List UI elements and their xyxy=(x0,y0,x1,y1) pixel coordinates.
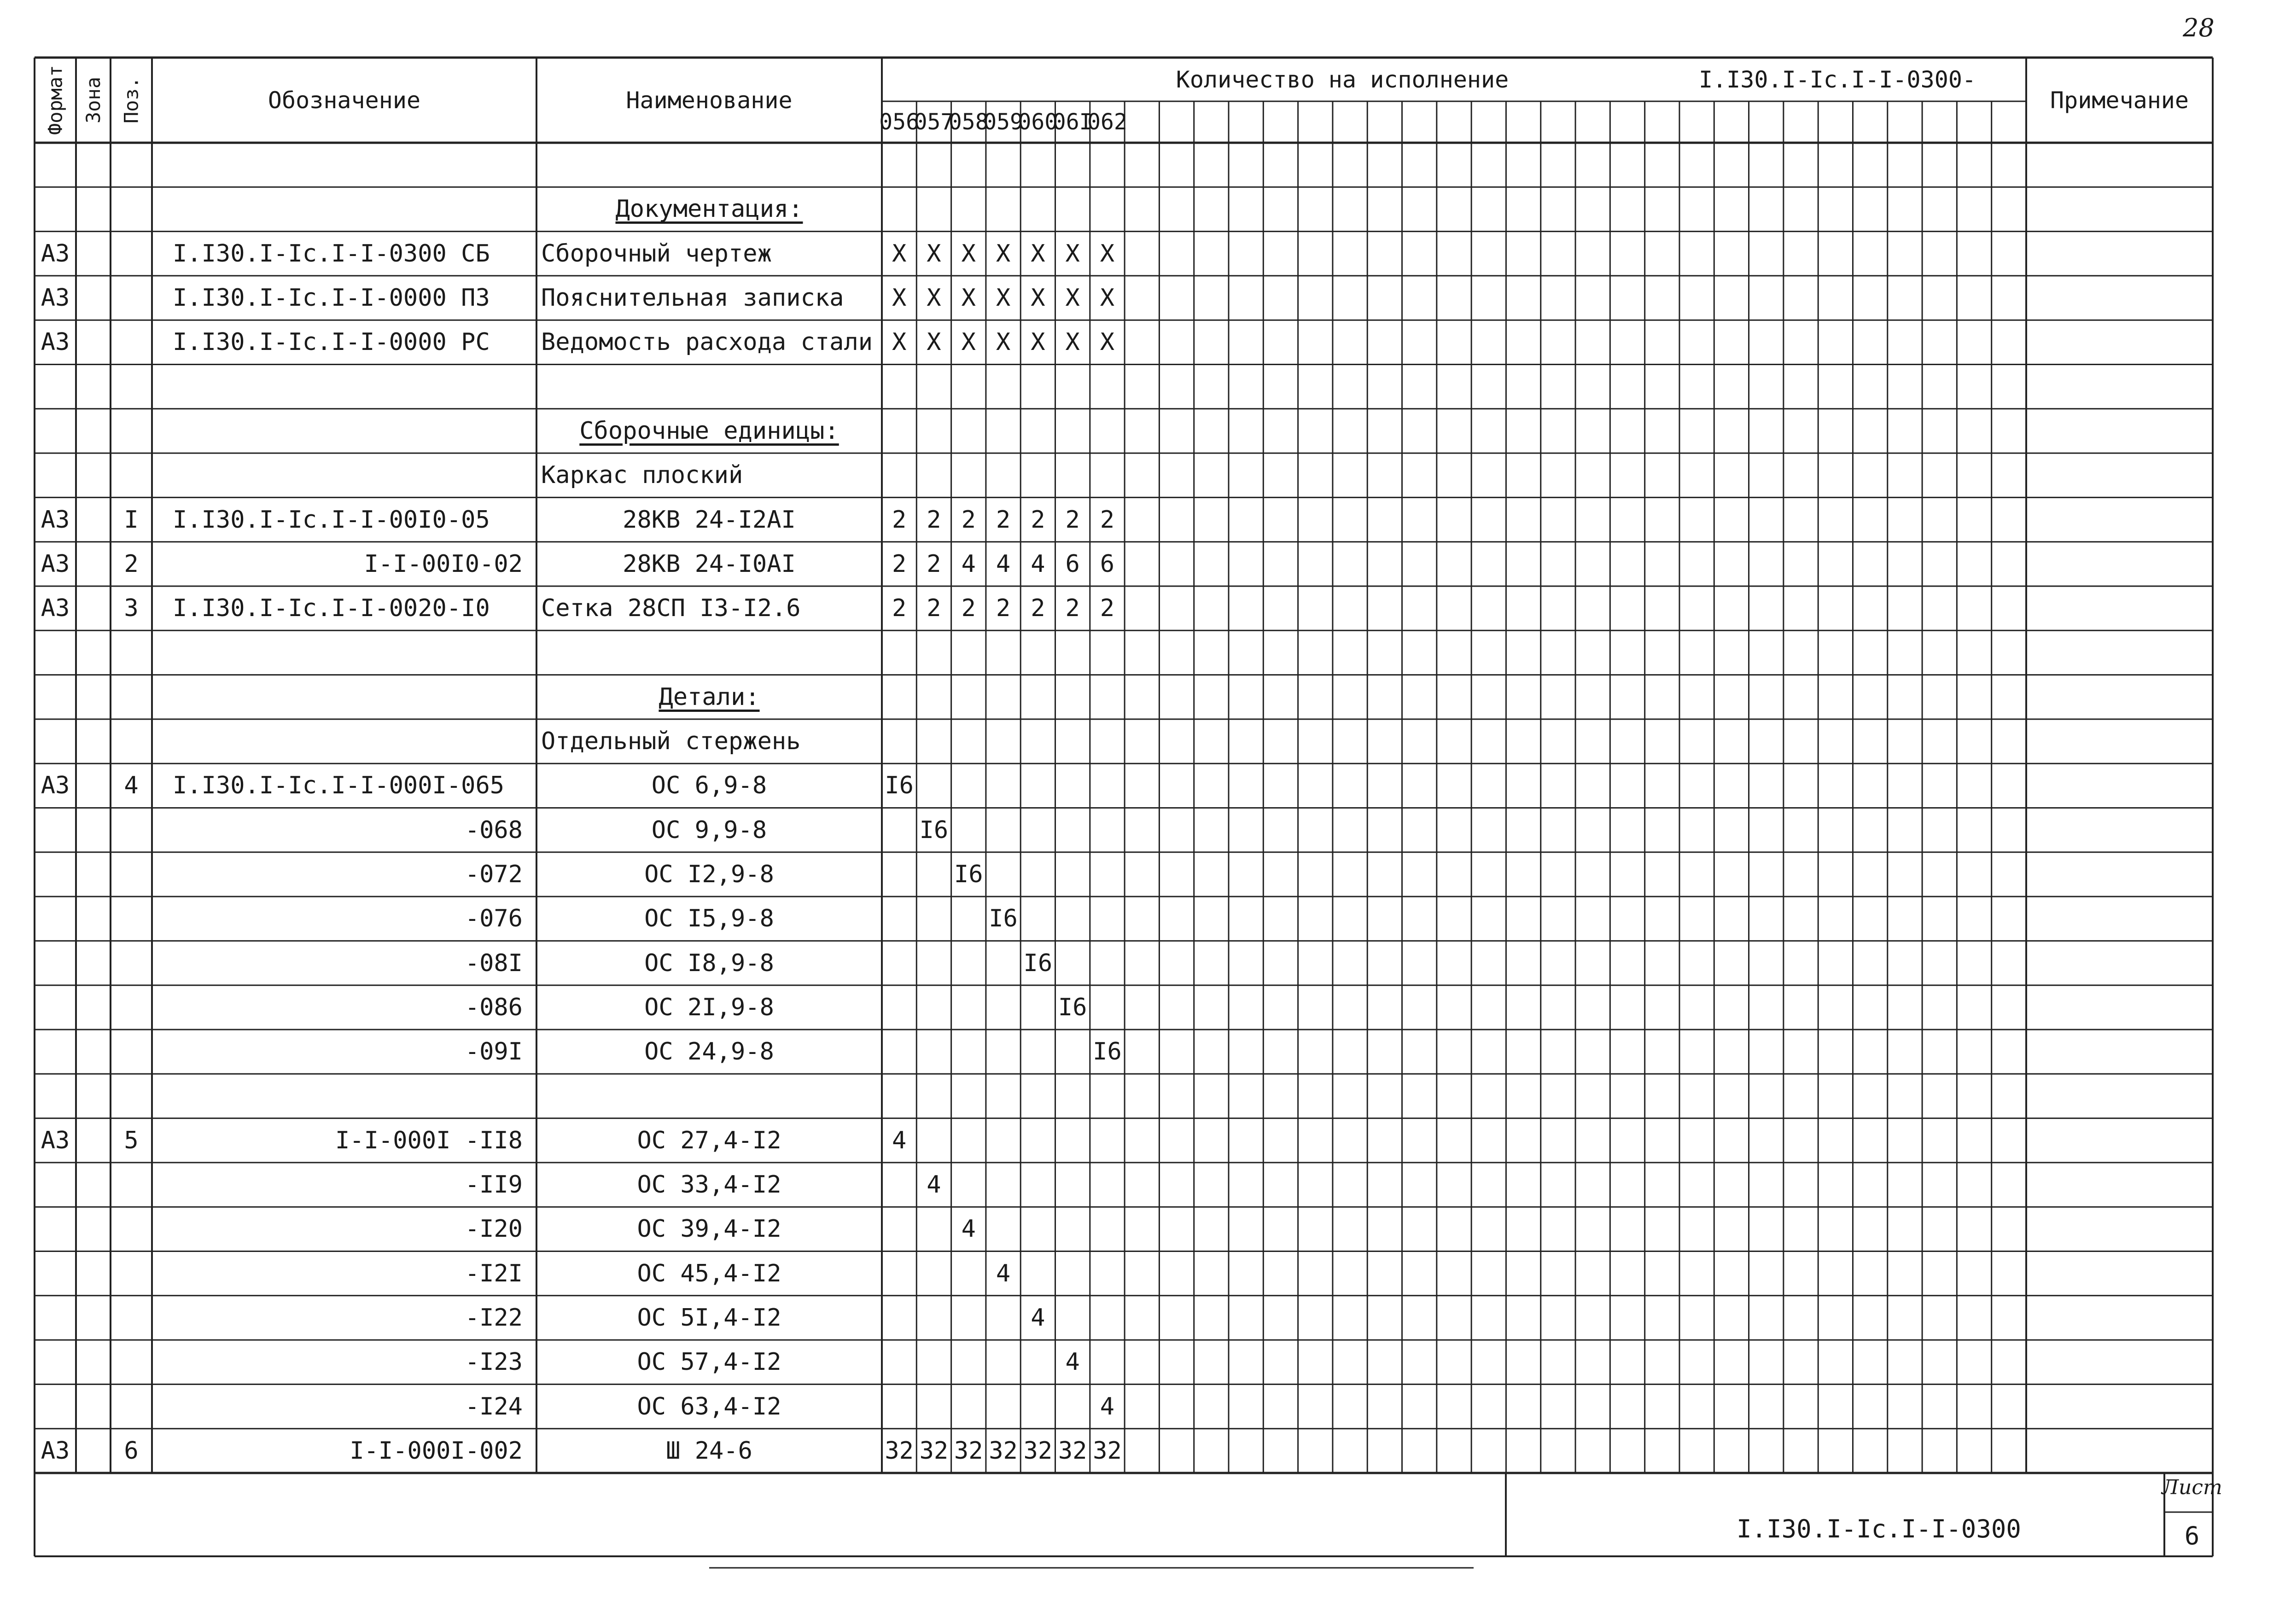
row-qty-06I: 4 xyxy=(1065,1348,1080,1376)
row-qty-060: I6 xyxy=(1023,949,1053,977)
row-qty-06I: X xyxy=(1065,239,1080,268)
row-qty-056: 2 xyxy=(892,506,907,534)
row-name: ОС I8,9-8 xyxy=(644,949,774,977)
row-position: 6 xyxy=(124,1437,139,1465)
row-qty-060: 4 xyxy=(1031,550,1045,578)
row-qty-057: 2 xyxy=(927,594,941,623)
sheet-label: Лист xyxy=(2162,1475,2222,1499)
row-designation: -086 xyxy=(465,993,523,1021)
row-name: ОС 57,4-I2 xyxy=(637,1348,781,1376)
row-qty-058: 32 xyxy=(954,1437,983,1465)
row-name: Сборочные единицы: xyxy=(579,417,839,445)
header-note: Примечание xyxy=(2050,87,2189,114)
header-position: Поз. xyxy=(120,76,143,124)
row-position: 5 xyxy=(124,1126,139,1154)
row-qty-062: 2 xyxy=(1100,594,1115,623)
row-qty-059: 2 xyxy=(996,506,1011,534)
document-code: I.I30.I-Ic.I-I-0300 xyxy=(1737,1514,2021,1543)
variant-header-056: 056 xyxy=(879,109,919,135)
row-qty-060: X xyxy=(1031,284,1045,312)
row-name: Документация: xyxy=(615,195,803,223)
row-designation: -09I xyxy=(465,1038,523,1066)
row-qty-062: X xyxy=(1100,284,1115,312)
row-qty-059: 32 xyxy=(989,1437,1018,1465)
row-qty-06I: 2 xyxy=(1065,594,1080,623)
row-designation: I.I30.I-Ic.I-I-00I0-05 xyxy=(173,506,490,534)
row-qty-060: X xyxy=(1031,239,1045,268)
row-designation: -I24 xyxy=(465,1392,523,1420)
row-qty-060: 2 xyxy=(1031,506,1045,534)
row-position: I xyxy=(124,506,139,534)
row-name: ОС 2I,9-8 xyxy=(644,993,774,1021)
row-qty-06I: X xyxy=(1065,328,1080,356)
row-name: Сетка 28СП I3-I2.6 xyxy=(541,594,801,623)
header-zone: Зона xyxy=(82,76,105,124)
row-name: Пояснительная записка xyxy=(541,284,844,312)
row-format: А3 xyxy=(41,772,70,800)
row-designation: -I2I xyxy=(465,1259,523,1287)
row-designation: I.I30.I-Ic.I-I-000I-065 xyxy=(173,772,505,800)
row-qty-056: X xyxy=(892,328,907,356)
row-name: Ш 24-6 xyxy=(666,1437,752,1465)
row-qty-060: 32 xyxy=(1023,1437,1053,1465)
row-qty-057: 4 xyxy=(927,1171,941,1199)
header-quantity-title: Количество на исполнение xyxy=(1176,66,1509,93)
row-name: ОС 45,4-I2 xyxy=(637,1259,781,1287)
variant-header-058: 058 xyxy=(948,109,989,135)
row-qty-059: 4 xyxy=(996,550,1011,578)
row-qty-057: 2 xyxy=(927,506,941,534)
row-qty-057: 32 xyxy=(919,1437,949,1465)
header-format: Формат xyxy=(44,65,67,135)
row-designation: -076 xyxy=(465,905,523,933)
row-qty-059: 4 xyxy=(996,1259,1011,1287)
row-name: ОС 5I,4-I2 xyxy=(637,1304,781,1332)
row-name: Каркас плоский xyxy=(541,461,743,489)
header-name: Наименование xyxy=(626,87,793,114)
row-name: Отдельный стержень xyxy=(541,728,801,756)
row-qty-06I: 2 xyxy=(1065,506,1080,534)
row-qty-062: X xyxy=(1100,239,1115,268)
row-qty-056: 32 xyxy=(885,1437,914,1465)
row-designation: I.I30.I-Ic.I-I-0020-I0 xyxy=(173,594,490,623)
row-designation: I-I-00I0-02 xyxy=(364,550,523,578)
row-designation: -I22 xyxy=(465,1304,523,1332)
row-designation: I.I30.I-Ic.I-I-0300 СБ xyxy=(173,239,490,268)
row-qty-056: 2 xyxy=(892,550,907,578)
row-format: А3 xyxy=(41,594,70,623)
row-format: А3 xyxy=(41,1437,70,1465)
row-qty-058: 2 xyxy=(961,506,976,534)
row-qty-058: 2 xyxy=(961,594,976,623)
row-name: 28КВ 24-I0АI xyxy=(623,550,796,578)
row-designation: -068 xyxy=(465,816,523,844)
variant-header-062: 062 xyxy=(1087,109,1127,135)
sheet-number: 6 xyxy=(2184,1521,2200,1550)
row-name: ОС 39,4-I2 xyxy=(637,1215,781,1243)
row-qty-058: X xyxy=(961,328,976,356)
row-qty-062: 4 xyxy=(1100,1392,1115,1420)
row-qty-06I: X xyxy=(1065,284,1080,312)
row-qty-062: 32 xyxy=(1093,1437,1122,1465)
row-name: ОС 9,9-8 xyxy=(651,816,767,844)
row-qty-060: 2 xyxy=(1031,594,1045,623)
row-format: А3 xyxy=(41,1126,70,1154)
row-qty-057: 2 xyxy=(927,550,941,578)
row-name: ОС 24,9-8 xyxy=(644,1038,774,1066)
row-qty-060: 4 xyxy=(1031,1304,1045,1332)
row-qty-057: X xyxy=(927,328,941,356)
row-name: Ведомость расхода стали xyxy=(541,328,873,356)
row-qty-056: 4 xyxy=(892,1126,907,1154)
row-format: А3 xyxy=(41,239,70,268)
row-designation: -I23 xyxy=(465,1348,523,1376)
variant-header-057: 057 xyxy=(914,109,954,135)
row-qty-059: X xyxy=(996,284,1011,312)
row-qty-06I: 32 xyxy=(1058,1437,1087,1465)
row-name: Сборочный чертеж xyxy=(541,239,772,268)
row-qty-06I: 6 xyxy=(1065,550,1080,578)
row-position: 4 xyxy=(124,772,139,800)
row-name: ОС 33,4-I2 xyxy=(637,1171,781,1199)
row-qty-058: 4 xyxy=(961,550,976,578)
row-designation: -II9 xyxy=(465,1171,523,1199)
row-qty-062: X xyxy=(1100,328,1115,356)
row-designation: I.I30.I-Ic.I-I-0000 РС xyxy=(173,328,490,356)
row-qty-058: X xyxy=(961,284,976,312)
row-name: ОС 6,9-8 xyxy=(651,772,767,800)
row-name: ОС I2,9-8 xyxy=(644,860,774,888)
row-qty-057: I6 xyxy=(919,816,949,844)
row-format: А3 xyxy=(41,550,70,578)
row-qty-059: I6 xyxy=(989,905,1018,933)
row-qty-06I: I6 xyxy=(1058,993,1087,1021)
variant-header-060: 060 xyxy=(1018,109,1058,135)
row-format: А3 xyxy=(41,506,70,534)
row-qty-062: 6 xyxy=(1100,550,1115,578)
variant-header-059: 059 xyxy=(983,109,1023,135)
row-name: 28КВ 24-I2АI xyxy=(623,506,796,534)
row-designation: I-I-000I -II8 xyxy=(335,1126,523,1154)
row-qty-057: X xyxy=(927,239,941,268)
row-qty-058: I6 xyxy=(954,860,983,888)
row-designation: -I20 xyxy=(465,1215,523,1243)
row-qty-062: I6 xyxy=(1093,1038,1122,1066)
row-qty-056: X xyxy=(892,284,907,312)
header-quantity-code: I.I30.I-Ic.I-I-0300- xyxy=(1698,66,1976,93)
row-designation: I-I-000I-002 xyxy=(350,1437,523,1465)
row-qty-057: X xyxy=(927,284,941,312)
variant-header-06I: 06I xyxy=(1052,109,1093,135)
header-designation: Обозначение xyxy=(268,87,421,114)
row-format: А3 xyxy=(41,284,70,312)
row-qty-056: I6 xyxy=(885,772,914,800)
row-designation: -08I xyxy=(465,949,523,977)
row-designation: I.I30.I-Ic.I-I-0000 ПЗ xyxy=(173,284,490,312)
row-name: Детали: xyxy=(659,683,760,711)
row-format: А3 xyxy=(41,328,70,356)
row-qty-058: 4 xyxy=(961,1215,976,1243)
row-position: 2 xyxy=(124,550,139,578)
row-qty-059: X xyxy=(996,239,1011,268)
row-qty-060: X xyxy=(1031,328,1045,356)
row-qty-059: X xyxy=(996,328,1011,356)
row-name: ОС 27,4-I2 xyxy=(637,1126,781,1154)
row-position: 3 xyxy=(124,594,139,623)
row-qty-059: 2 xyxy=(996,594,1011,623)
row-qty-062: 2 xyxy=(1100,506,1115,534)
row-qty-058: X xyxy=(961,239,976,268)
row-qty-056: 2 xyxy=(892,594,907,623)
row-name: ОС I5,9-8 xyxy=(644,905,774,933)
row-designation: -072 xyxy=(465,860,523,888)
row-qty-056: X xyxy=(892,239,907,268)
row-name: ОС 63,4-I2 xyxy=(637,1392,781,1420)
page-number: 28 xyxy=(2183,13,2215,42)
